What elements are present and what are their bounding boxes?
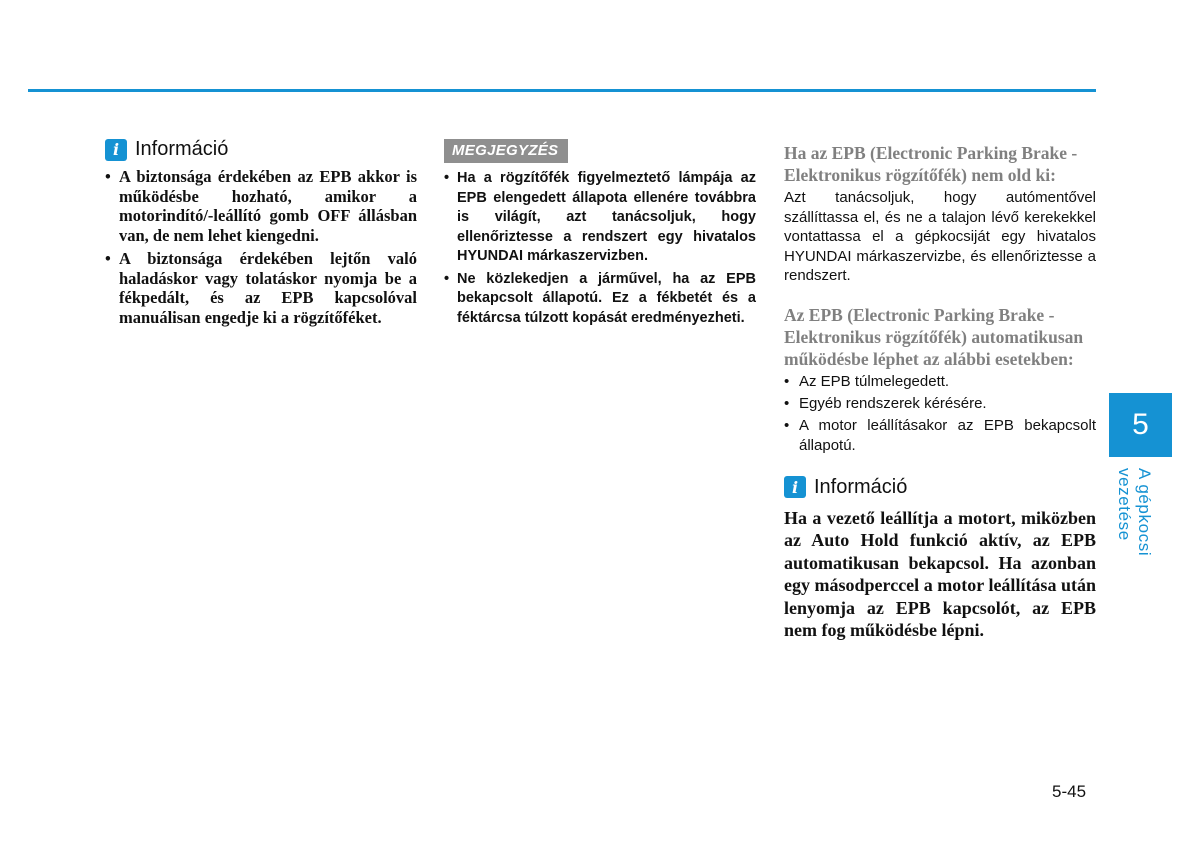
info-paragraph: Ha a vezető leállítja a motort, miközben az Auto Hold funkció aktív, az EPB automatikusan bekapcsol. Ha azonban egy másodperccel a motor leállítása után lenyomja az EPB kapcsolót, az EPB nem fog működésbe lépni. <box>784 507 1096 640</box>
list-item: • Az EPB túlmelegedett. <box>784 372 1096 392</box>
info-icon: i <box>784 476 806 498</box>
auto-engage-list <box>784 372 1096 456</box>
section-heading-epb-auto: Az EPB (Electronic Parking Brake - Elektronikus rögzítőfék) automatikusan működésbe léphet az alábbi esetekben: <box>784 304 1084 369</box>
note-badge: MEGJEGYZÉS <box>444 139 568 163</box>
info-list <box>105 167 417 327</box>
list-item: • Ne közlekedjen a járművel, ha az EPB bekapcsolt állapotú. Ez a fékbetét és a féktárcsa túlzott kopását eredményezheti. <box>444 270 756 329</box>
chapter-label: A gépkocsi vezetése <box>1115 468 1154 557</box>
info-header <box>105 138 417 161</box>
column-right <box>784 138 1096 642</box>
header-rule <box>28 89 1096 92</box>
list-item: • A biztonsága érdekében lejtőn való haladáskor vagy tolatáskor nyomja be a fékpedált, és az EPB kapcsolóval manuálisan engedje ki a rögzítőféket. <box>105 249 417 327</box>
page-number: 5-45 <box>1052 782 1087 801</box>
column-left <box>105 138 417 331</box>
list-item: • Ha a rögzítőfék figyelmeztető lámpája az EPB elengedett állapota ellenére továbbra is világít, azt tanácsoljuk, hogy ellenőriztesse a rendszert egy hivatalos HYUNDAI márkaszervizben. <box>444 169 756 267</box>
list-item: • Egyéb rendszerek kérésére. <box>784 394 1096 414</box>
info-title: Információ <box>814 475 908 498</box>
info-header <box>784 476 1096 499</box>
chapter-number-tab: 5 <box>1109 393 1172 457</box>
info-icon: i <box>105 139 127 161</box>
section-paragraph: Azt tanácsoljuk, hogy autómentővel szállíttassa el, és ne a talajon lévő kerekekkel vontattassa el a gépkocsiját egy hivatalos HYUNDAI márkaszervizbe, és ellenőriztesse a rendszert. <box>784 189 1096 284</box>
section-heading-epb-not-release: Ha az EPB (Electronic Parking Brake - Elektronikus rögzítőfék) nem old ki: <box>784 143 1078 185</box>
list-item: • A biztonsága érdekében az EPB akkor is működésbe hozható, amikor a motorindító/-leállító gomb OFF állásban van, de nem lehet kiengedni. <box>105 167 417 245</box>
info-title: Információ <box>135 138 229 160</box>
note-list <box>444 169 756 328</box>
list-item: • A motor leállításakor az EPB bekapcsolt állapotú. <box>784 416 1096 456</box>
column-middle <box>444 138 756 331</box>
